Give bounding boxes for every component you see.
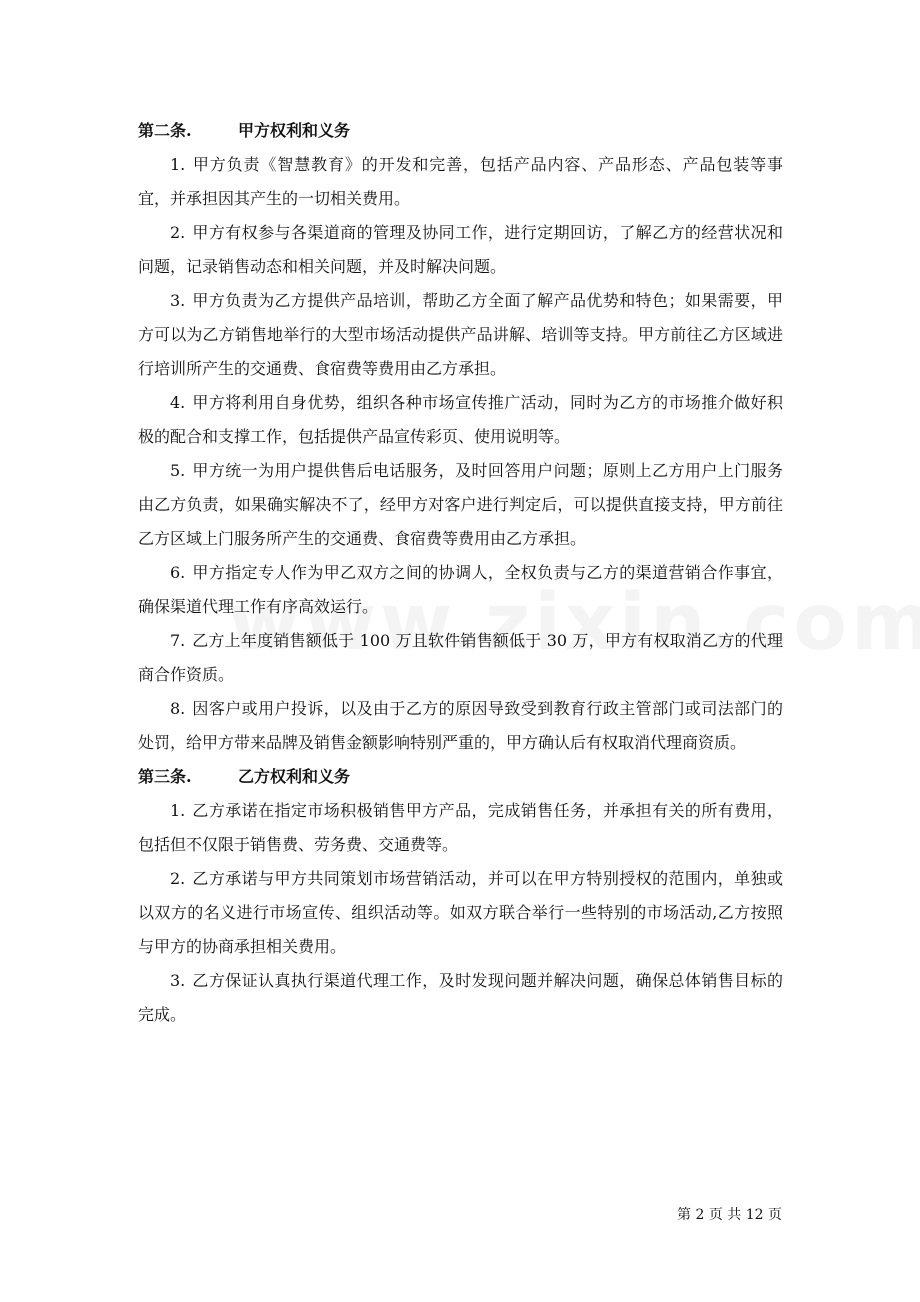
clause-item: [138, 556, 783, 624]
clause-number: 8.: [170, 699, 186, 718]
clause-text: 甲方负责为乙方提供产品培训，帮助乙方全面了解产品优势和特色；如果需要，甲方可以为乙方销售地举行的大型市场活动提供产品讲解、培训等支持。甲方前往乙方区域进行培训所产生的交通费、食宿费等费用由乙方承担。: [138, 291, 783, 378]
clause-item: [138, 454, 783, 556]
clause-text: 甲方指定专人作为甲乙双方之间的协调人，全权负责与乙方的渠道营销合作事宜，确保渠道代理工作有序高效运行。: [138, 563, 783, 616]
section-title: 甲方权利和义务: [238, 121, 351, 140]
clause-text: 甲方有权参与各渠道商的管理及协同工作，进行定期回访，了解乙方的经营状况和问题，记录销售动态和相关问题，并及时解决问题。: [138, 223, 783, 276]
clause-item: [138, 284, 783, 386]
clause-number: 1.: [170, 801, 186, 820]
clause-number: 6.: [170, 563, 186, 582]
clause-item: [138, 624, 783, 692]
clause-text: 乙方上年度销售额低于 100 万且软件销售额低于 30 万，甲方有权取消乙方的代理商合作资质。: [138, 631, 783, 684]
clause-item: [138, 794, 783, 862]
clause-text: 乙方承诺在指定市场积极销售甲方产品，完成销售任务，并承担有关的所有费用，包括但不仅限于销售费、劳务费、交通费等。: [138, 801, 783, 854]
clause-text: 乙方保证认真执行渠道代理工作，及时发现问题并解决问题，确保总体销售目标的完成。: [138, 971, 783, 1024]
section-heading: [138, 114, 783, 148]
clause-text: 甲方将利用自身优势，组织各种市场宣传推广活动，同时为乙方的市场推介做好积极的配合和支撑工作，包括提供产品宣传彩页、使用说明等。: [138, 393, 783, 446]
clause-text: 因客户或用户投诉，以及由于乙方的原因导致受到教育行政主管部门或司法部门的处罚，给甲方带来品牌及销售金额影响特别严重的，甲方确认后有权取消代理商资质。: [138, 699, 783, 752]
clause-text: 甲方统一为用户提供售后电话服务，及时回答用户问题；原则上乙方用户上门服务由乙方负责，如果确实解决不了，经甲方对客户进行判定后，可以提供直接支持，甲方前往乙方区域上门服务所产生的交通费、食宿费等费用由乙方承担。: [138, 461, 783, 548]
clause-number: 7.: [170, 631, 186, 650]
clause-item: [138, 692, 783, 760]
page-number-footer: 第 2 页 共 12 页: [677, 1207, 782, 1223]
clause-number: 2.: [170, 223, 186, 242]
clause-number: 3.: [170, 291, 186, 310]
clause-number: 5.: [170, 461, 186, 480]
clause-number: 3.: [170, 971, 186, 990]
section-number: 第三条.: [138, 767, 192, 786]
clause-item: [138, 386, 783, 454]
section-title: 乙方权利和义务: [238, 767, 351, 786]
section-heading: [138, 760, 783, 794]
clause-number: 2.: [170, 869, 186, 888]
clause-number: 1.: [170, 155, 186, 174]
clause-item: [138, 216, 783, 284]
section-number: 第二条.: [138, 121, 192, 140]
clause-text: 乙方承诺与甲方共同策划市场营销活动，并可以在甲方特别授权的范围内，单独或以双方的名义进行市场宣传、组织活动等。如双方联合举行一些特别的市场活动,乙方按照与甲方的协商承担相关费用。: [138, 869, 783, 956]
clause-number: 4.: [170, 393, 186, 412]
clause-item: [138, 964, 783, 1032]
clause-item: [138, 148, 783, 216]
clause-item: [138, 862, 783, 964]
document-body: [138, 114, 783, 1032]
clause-text: 甲方负责《智慧教育》的开发和完善，包括产品内容、产品形态、产品包装等事宜，并承担因其产生的一切相关费用。: [138, 155, 783, 208]
